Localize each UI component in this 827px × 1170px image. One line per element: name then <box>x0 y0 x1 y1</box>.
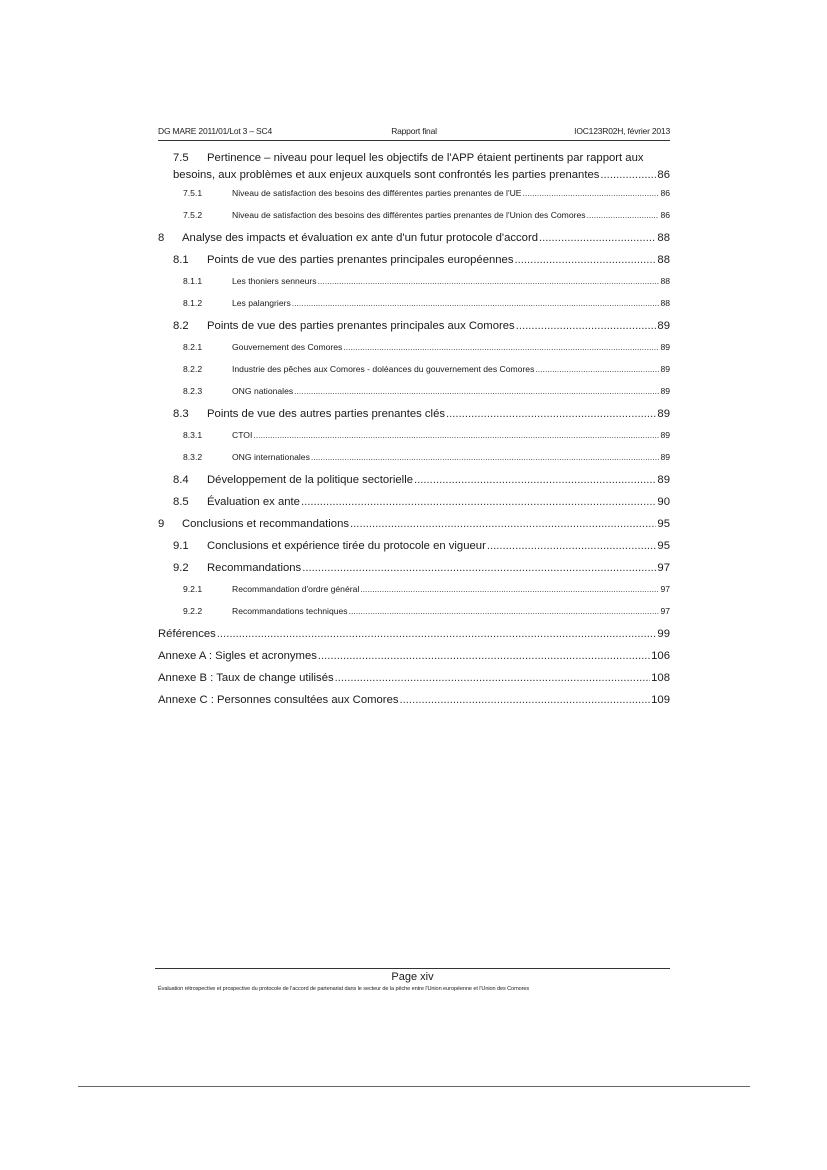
dot-leader <box>294 386 659 396</box>
header-divider <box>158 140 670 141</box>
toc-entry-page: 89 <box>660 452 670 462</box>
toc-entry-title-continued: besoins, aux problèmes et aux enjeux auxquels sont confrontés les parties prenantes <box>173 169 600 181</box>
dot-leader <box>600 169 656 181</box>
toc-entry-number: 9.2.2 <box>183 606 203 616</box>
toc-entry-title: ONG internationales <box>232 452 310 462</box>
toc-entry-8-5[interactable] <box>158 496 670 518</box>
dot-leader <box>349 606 660 616</box>
dot-leader <box>302 562 656 574</box>
toc-entry-page: 86 <box>660 188 670 198</box>
toc-entry-8-3-1[interactable] <box>158 430 670 452</box>
toc-entry-9-1[interactable] <box>158 540 670 562</box>
footer-note: Évaluation rétrospective et prospective du protocole de l'accord de partenariat dans le secteur de la pêche entre l'Union européenne et l'Union des Comores <box>158 986 530 992</box>
toc-entry-page: 88 <box>660 298 670 308</box>
dot-leader <box>400 694 651 706</box>
toc-entry-number: 9.2 <box>173 562 189 574</box>
toc-entry-title: ONG nationales <box>232 386 294 396</box>
toc-entry-8-2-2[interactable] <box>158 364 670 386</box>
toc-entry-title: Conclusions et expérience tirée du protocole en vigueur <box>207 540 486 552</box>
toc-entry-8-2[interactable] <box>158 320 670 342</box>
toc-entry-8-1-1[interactable] <box>158 276 670 298</box>
toc-entry-number: 8.2.2 <box>183 364 203 374</box>
toc-entry-9[interactable] <box>158 518 670 540</box>
toc-entry-page: 95 <box>657 518 670 530</box>
dot-leader <box>335 672 651 684</box>
page-number: Page xiv <box>391 971 434 983</box>
toc-entry-number: 8.3.1 <box>183 430 203 440</box>
toc-entry-title: Les thoniers senneurs <box>232 276 317 286</box>
toc-entry-page: 95 <box>657 540 670 552</box>
toc-entry-9-2-1[interactable] <box>158 584 670 606</box>
toc-entry-title: Points de vue des autres parties prenantes clés <box>207 408 446 420</box>
dot-leader <box>217 628 657 640</box>
toc-entry-page: 89 <box>657 320 670 332</box>
dot-leader <box>301 496 656 508</box>
toc-entry-number: 7.5.1 <box>183 188 203 198</box>
toc-entry-annex-a[interactable] <box>158 650 670 672</box>
toc-entry-page: 88 <box>657 254 670 266</box>
toc-entry-page: 108 <box>651 672 670 684</box>
toc-entry-number: 8.2 <box>173 320 189 332</box>
toc-entry-title: Annexe B : Taux de change utilisés <box>158 672 334 684</box>
toc-entry-page: 89 <box>660 430 670 440</box>
toc-entry-references[interactable] <box>158 628 670 650</box>
toc-entry-7-5-2[interactable] <box>158 210 670 232</box>
toc-entry-title: Recommandations <box>207 562 302 574</box>
toc-entry-title: Recommandation d'ordre général <box>232 584 360 594</box>
toc-entry-page: 86 <box>657 169 670 181</box>
dot-leader <box>516 320 657 332</box>
toc-entry-8-1[interactable] <box>158 254 670 276</box>
page-bottom-divider <box>78 1086 750 1087</box>
toc-entry-8-3-2[interactable] <box>158 452 670 474</box>
toc-entry-number: 8.5 <box>173 496 189 508</box>
toc-entry-title: Points de vue des parties prenantes principales européennes <box>207 254 514 266</box>
toc-entry-9-2-2[interactable] <box>158 606 670 628</box>
toc-entry-title: Gouvernement des Comores <box>232 342 343 352</box>
header-center-text: Rapport final <box>391 126 437 136</box>
toc-entry-number: 7.5.2 <box>183 210 203 220</box>
toc-entry-9-2[interactable] <box>158 562 670 584</box>
toc-entry-number: 9.1 <box>173 540 189 552</box>
toc-entry-page: 86 <box>660 210 670 220</box>
toc-entry-page: 89 <box>660 342 670 352</box>
toc-entry-number: 8.3 <box>173 408 189 420</box>
toc-entry-page: 97 <box>660 606 670 616</box>
toc-entry-7-5[interactable] <box>158 152 670 188</box>
toc-entry-number: 7.5 <box>173 152 189 164</box>
dot-leader <box>350 518 656 530</box>
toc-entry-annex-c[interactable] <box>158 694 670 716</box>
dot-leader <box>292 298 660 308</box>
toc-entry-8-1-2[interactable] <box>158 298 670 320</box>
toc-entry-title: Niveau de satisfaction des besoins des différentes parties prenantes de l'UE <box>232 188 522 198</box>
toc-entry-number: 8 <box>158 232 165 244</box>
table-of-contents <box>158 152 670 716</box>
dot-leader <box>343 342 659 352</box>
toc-entry-title: Pertinence – niveau pour lequel les objectifs de l'APP étaient pertinents par rapport aux <box>207 152 644 164</box>
toc-entry-page: 89 <box>657 474 670 486</box>
toc-entry-number: 9 <box>158 518 165 530</box>
toc-entry-number: 8.3.2 <box>183 452 203 462</box>
toc-entry-title: Points de vue des parties prenantes principales aux Comores <box>207 320 515 332</box>
toc-entry-number: 8.1.2 <box>183 298 203 308</box>
dot-leader <box>446 408 656 420</box>
toc-entry-number: 8.2.3 <box>183 386 203 396</box>
toc-entry-page: 88 <box>657 232 670 244</box>
dot-leader <box>587 210 660 220</box>
toc-entry-title: Industrie des pêches aux Comores - doléances du gouvernement des Comores <box>232 364 535 374</box>
header-left-text: DG MARE 2011/01/Lot 3 – SC4 <box>158 126 272 136</box>
toc-entry-page: 97 <box>660 584 670 594</box>
dot-leader <box>514 254 656 266</box>
dot-leader <box>360 584 659 594</box>
toc-entry-page: 89 <box>660 364 670 374</box>
toc-entry-page: 88 <box>660 276 670 286</box>
toc-entry-title: Niveau de satisfaction des besoins des différentes parties prenantes de l'Union des Comores <box>232 210 586 220</box>
footer-divider <box>155 968 670 969</box>
toc-entry-annex-b[interactable] <box>158 672 670 694</box>
dot-leader <box>253 430 659 440</box>
toc-entry-page: 109 <box>651 694 670 706</box>
toc-entry-title: CTOI <box>232 430 253 440</box>
toc-entry-number: 8.1.1 <box>183 276 203 286</box>
page-header <box>158 126 670 138</box>
dot-leader <box>311 452 660 462</box>
toc-entry-8-2-3[interactable] <box>158 386 670 408</box>
toc-entry-title: Évaluation ex ante <box>207 496 300 508</box>
dot-leader <box>318 276 660 286</box>
toc-entry-title: Conclusions et recommandations <box>182 518 350 530</box>
toc-entry-8-3[interactable] <box>158 408 670 430</box>
toc-entry-page: 106 <box>651 650 670 662</box>
toc-entry-8[interactable] <box>158 232 670 254</box>
toc-entry-title: Annexe C : Personnes consultées aux Comores <box>158 694 399 706</box>
dot-leader <box>523 188 660 198</box>
toc-entry-title: Annexe A : Sigles et acronymes <box>158 650 317 662</box>
toc-entry-title: Les palangriers <box>232 298 291 308</box>
dot-leader <box>535 364 659 374</box>
toc-entry-title: Analyse des impacts et évaluation ex ante d'un futur protocole d'accord <box>182 232 538 244</box>
toc-entry-page: 89 <box>657 408 670 420</box>
toc-entry-number: 9.2.1 <box>183 584 203 594</box>
toc-entry-page: 99 <box>657 628 670 640</box>
toc-entry-page: 89 <box>660 386 670 396</box>
dot-leader <box>487 540 657 552</box>
toc-entry-number: 8.1 <box>173 254 189 266</box>
toc-entry-page: 90 <box>657 496 670 508</box>
toc-entry-7-5-1[interactable] <box>158 188 670 210</box>
dot-leader <box>539 232 656 244</box>
dot-leader <box>318 650 650 662</box>
toc-entry-8-4[interactable] <box>158 474 670 496</box>
toc-entry-page: 97 <box>657 562 670 574</box>
dot-leader <box>414 474 656 486</box>
toc-entry-title: Développement de la politique sectorielle <box>207 474 413 486</box>
header-right-text: IOC123R02H, février 2013 <box>574 126 670 136</box>
toc-entry-title: Recommandations techniques <box>232 606 348 616</box>
toc-entry-number: 8.2.1 <box>183 342 203 352</box>
toc-entry-8-2-1[interactable] <box>158 342 670 364</box>
toc-entry-number: 8.4 <box>173 474 189 486</box>
toc-entry-title: Références <box>158 628 216 640</box>
